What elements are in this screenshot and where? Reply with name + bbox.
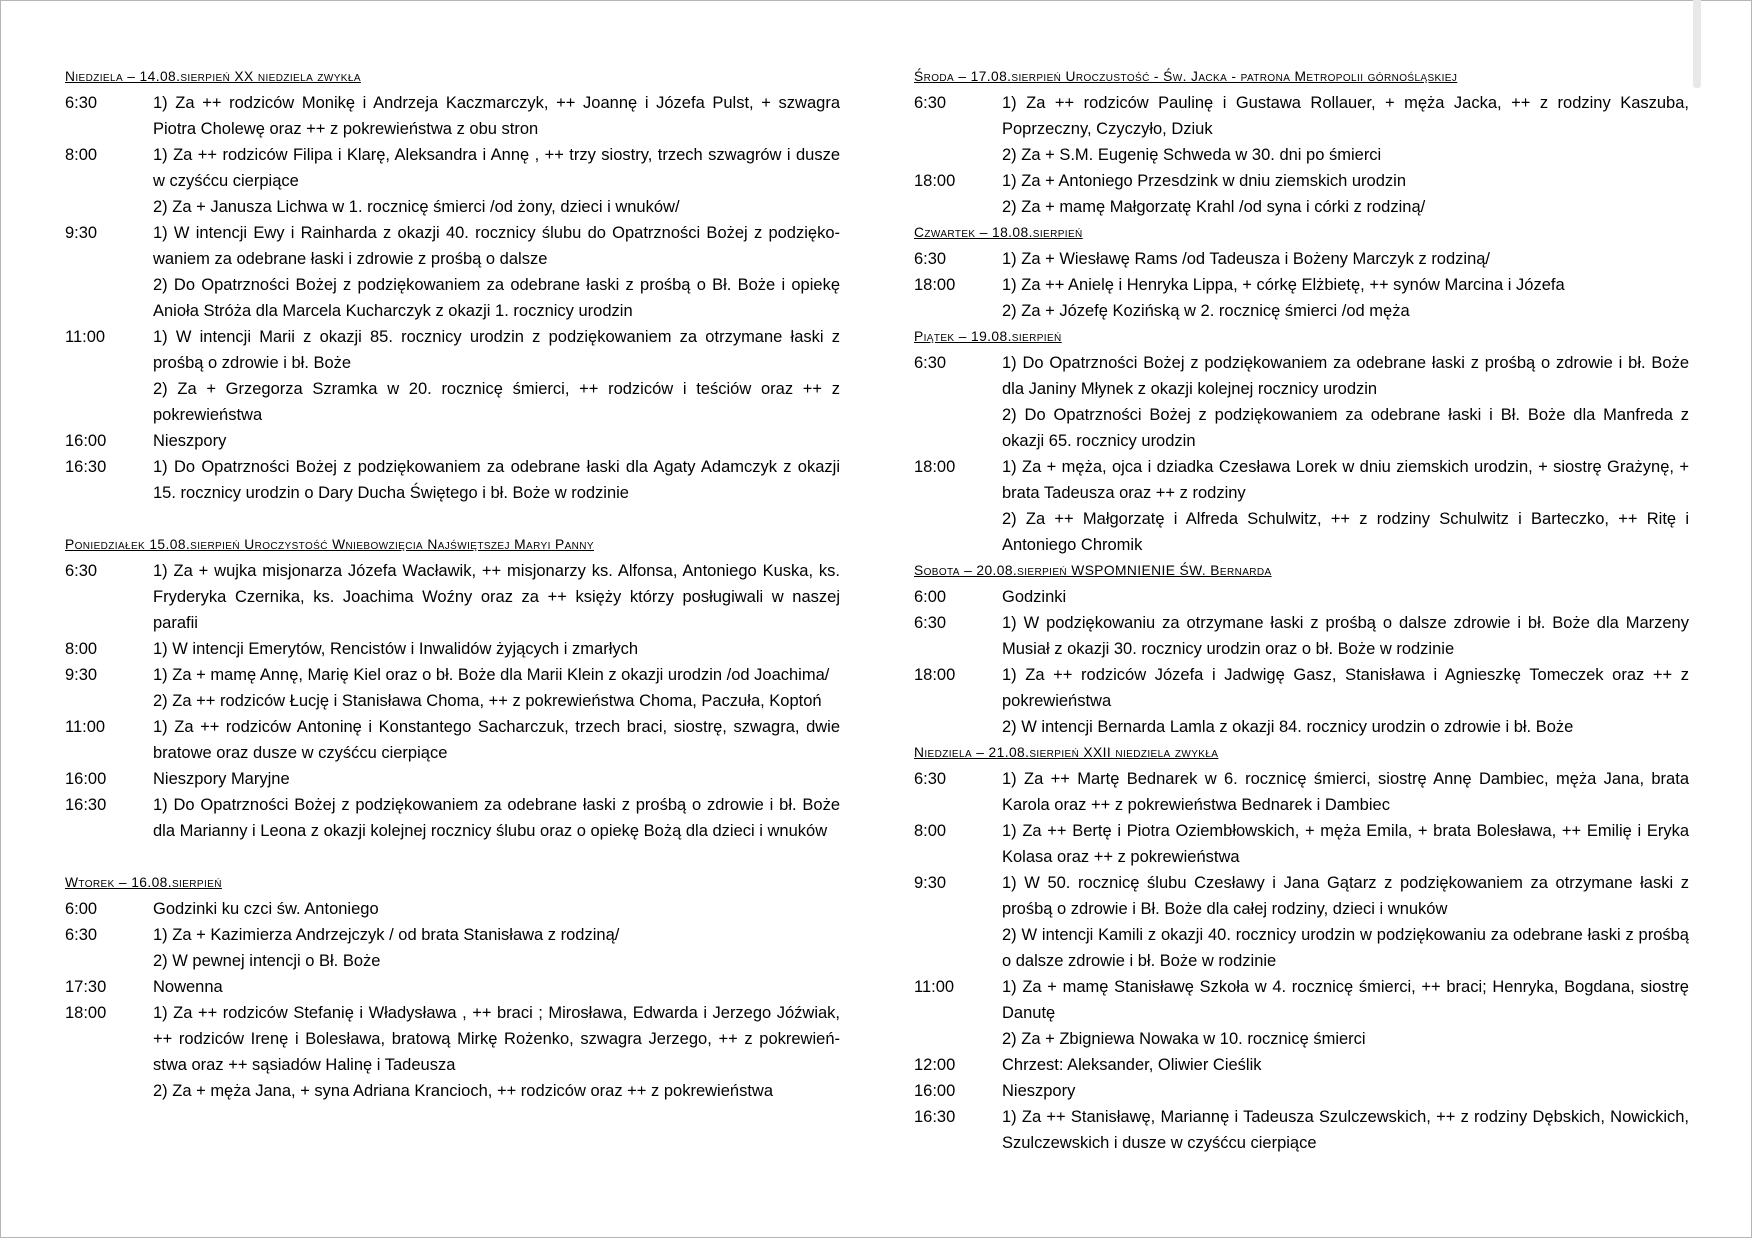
mass-slot	[65, 428, 840, 454]
intention-text: 1) W podziękowaniu za otrzymane łaski z prośbą o dalsze zdrowie i bł. Boże dla Marzeny Musiał z okazji 30. rocznicy urodzin oraz o bł. Boże w rodzinie	[1002, 614, 1689, 658]
day-heading: Poniedziałek 15.08.sierpień Uroczystość Wniebowzięcia Najświętszej Maryi Panny	[65, 537, 594, 552]
mass-time: 16:00	[65, 432, 107, 450]
intention-text: 1) Za ++ Stanisławę, Mariannę i Tadeusza Szulczewskich, ++ z rodziny Dębskich, Nowickich, Szulczewskich i dusze w czyśćcu cierpiące	[1002, 1108, 1689, 1152]
intention-list	[153, 1000, 840, 1104]
intention-text: 2) W intencji Bernarda Lamla z okazji 84. rocznicy urodzin o zdrowie i bł. Boże	[1002, 718, 1574, 736]
day-heading: Niedziela – 21.08.sierpień XXII niedziela zwykła	[914, 745, 1219, 760]
intention-list	[1002, 1078, 1689, 1104]
intention-text: 2) Za + Józefę Kozińską w 2. rocznicę śmierci /od męża	[1002, 302, 1410, 320]
day-section	[914, 558, 1689, 740]
mass-time: 6:30	[914, 614, 947, 632]
intention-list	[1002, 272, 1689, 324]
intention-list	[153, 220, 840, 324]
intention-text: 1) Za + Wiesławę Rams /od Tadeusza i Bożeny Marczyk z rodziną/	[1002, 250, 1491, 268]
mass-slot	[914, 1104, 1689, 1156]
intention-text: 1) Za + mamę Stanisławę Szkoła w 4. rocznicę śmierci, ++ braci; Henryka, Bogdana, siostrę Danutę	[1002, 978, 1689, 1022]
mass-slot	[65, 454, 840, 506]
intention-text: Godzinki	[1002, 588, 1067, 606]
mass-slot	[914, 974, 1689, 1052]
intention-text: 2) Do Opatrzności Bożej z podziękowaniem za odebrane łaski z prośbą o Bł. Boże i opiekę Anioła Stróża dla Marcela Kucharczyk z okazji 1. rocznicy urodzin	[153, 276, 840, 320]
scrollbar[interactable]	[1693, 0, 1701, 88]
mass-time: 9:30	[65, 224, 98, 242]
intention-list	[1002, 1104, 1689, 1156]
day-heading: Piątek – 19.08.sierpień	[914, 329, 1062, 344]
mass-slot	[914, 610, 1689, 662]
mass-time: 6:30	[914, 94, 947, 112]
intention-text: 1) Za + mamę Annę, Marię Kiel oraz o bł. Boże dla Marii Klein z okazji urodzin /od Joachima/	[153, 666, 830, 684]
intention-list	[1002, 90, 1689, 168]
intention-list	[1002, 1052, 1689, 1078]
mass-slot	[914, 584, 1689, 610]
mass-time: 6:30	[914, 354, 947, 372]
intention-list	[1002, 974, 1689, 1052]
mass-time: 18:00	[914, 666, 956, 684]
intention-text: 1) Za ++ rodziców Filipa i Klarę, Aleksandra i Annę , ++ trzy siostry, trzech szwagrów i dusze w czyśćcu cierpiące	[153, 146, 840, 190]
day-heading: Wtorek – 16.08.sierpień	[65, 875, 222, 890]
intention-text: 1) Do Opatrzności Bożej z podziękowaniem za odebrane łaski dla Agaty Adamczyk z okazji 15. rocznicy urodzin o Dary Ducha Świętego i bł. Boże w rodzinie	[153, 458, 840, 502]
mass-slot	[65, 220, 840, 324]
intention-list	[153, 714, 840, 766]
intention-list	[1002, 870, 1689, 974]
mass-time: 11:00	[914, 978, 955, 996]
intention-list	[153, 766, 840, 792]
intention-list	[153, 142, 840, 220]
intention-text: 2) Za + męża Jana, + syna Adriana Krancioch, ++ rodziców oraz ++ z pokrewieństwa	[153, 1082, 773, 1100]
mass-slot	[65, 896, 840, 922]
intention-text: 1) Za ++ Bertę i Piotra Oziembłowskich, + męża Emila, + brata Bolesława, ++ Emilię i Eryka Kolasa oraz ++ z pokrewieństwa	[1002, 822, 1689, 866]
mass-slot	[65, 324, 840, 428]
mass-slot	[914, 90, 1689, 168]
intention-list	[1002, 454, 1689, 558]
mass-slot	[914, 246, 1689, 272]
mass-time: 16:30	[65, 796, 107, 814]
mass-time: 6:00	[914, 588, 947, 606]
intention-list	[1002, 818, 1689, 870]
mass-time: 6:30	[65, 562, 98, 580]
day-heading: Czwartek – 18.08.sierpień	[914, 225, 1083, 240]
mass-time: 16:00	[914, 1082, 956, 1100]
mass-slot	[914, 272, 1689, 324]
intention-text: 2) Za ++ Małgorzatę i Alfreda Schulwitz, ++ z rodziny Schulwitz i Barteczko, ++ Ritę i Antoniego Chromik	[1002, 510, 1689, 554]
intention-text: 1) Za ++ Anielę i Henryka Lippa, + córkę Elżbietę, ++ synów Marcina i Józefa	[1002, 276, 1565, 294]
intention-text: 1) Za + wujka misjonarza Józefa Wacławik, ++ misjonarzy ks. Alfonsa, Antoniego Kuska, ks. Fryderyka Czernika, ks. Joachima Woźny oraz za ++ księży którzy posługiwali w naszej parafii	[153, 562, 840, 632]
intention-text: 2) Za + Janusza Lichwa w 1. rocznicę śmierci /od żony, dzieci i wnuków/	[153, 198, 680, 216]
intention-text: 2) Za + S.M. Eugenię Schweda w 30. dni po śmierci	[1002, 146, 1382, 164]
intention-text: 1) Za + Kazimierza Andrzejczyk / od brata Stanisława z rodziną/	[153, 926, 620, 944]
day-heading: Niedziela – 14.08.sierpień XX niedziela zwykła	[65, 69, 361, 84]
intention-list	[153, 558, 840, 636]
mass-slot	[65, 792, 840, 844]
mass-slot	[65, 766, 840, 792]
intention-text: 1) Za + Antoniego Przesdzink w dniu ziemskich urodzin	[1002, 172, 1406, 190]
intention-text: 2) W intencji Kamili z okazji 40. rocznicy urodzin w podziękowaniu za odebrane łaski z prośbą o dalsze zdrowie i bł. Boże w rodzinie	[1002, 926, 1689, 970]
day-heading: Środa – 17.08.sierpień Uroczustość - Św. Jacka - patrona Metropolii górnośląskiej	[914, 69, 1458, 84]
intention-text: 2) Do Opatrzności Bożej z podziękowaniem za odebrane łaski i Bł. Boże dla Manfreda z okazji 65. rocznicy urodzin	[1002, 406, 1689, 450]
mass-time: 8:00	[914, 822, 947, 840]
mass-time: 16:30	[65, 458, 107, 476]
mass-time: 6:00	[65, 900, 98, 918]
mass-time: 18:00	[65, 1004, 107, 1022]
intention-list	[153, 922, 840, 974]
mass-time: 18:00	[914, 172, 956, 190]
intention-text: Nieszpory	[153, 432, 227, 450]
intention-text: 1) Do Opatrzności Bożej z podziękowaniem za odebrane łaski z prośbą o zdrowie i bł. Boże dla Janiny Młynek z okazji kolejnej rocznicy urodzin	[1002, 354, 1689, 398]
intention-list	[153, 636, 840, 662]
day-section	[65, 870, 840, 1104]
intention-text: 1) Za ++ rodziców Józefa i Jadwigę Gasz, Stanisława i Agnieszkę Tomeczek oraz ++ z pokrewieństwa	[1002, 666, 1689, 710]
intention-list	[1002, 168, 1689, 220]
intention-list	[1002, 766, 1689, 818]
intention-text: Godzinki ku czci św. Antoniego	[153, 900, 379, 918]
mass-slot	[65, 974, 840, 1000]
intention-text: 1) Za ++ rodziców Antoninę i Konstantego Sacharczuk, trzech braci, siostrę, szwagra, dwie bratowe oraz dusze w czyśćcu cierpiące	[153, 718, 840, 762]
mass-time: 11:00	[65, 718, 106, 736]
intention-text: 2) Za + Grzegorza Szramka w 20. rocznicę śmierci, ++ rodziców i teściów oraz ++ z pokrewieństwa	[153, 380, 840, 424]
mass-slot	[914, 766, 1689, 818]
intention-text: Nieszpory	[1002, 1082, 1076, 1100]
mass-time: 18:00	[914, 458, 956, 476]
day-heading: Sobota – 20.08.sierpień WSPOMNIENIE ŚW. Bernarda	[914, 563, 1272, 578]
intention-text: 2) Za + mamę Małgorzatę Krahl /od syna i córki z rodziną/	[1002, 198, 1426, 216]
day-section	[65, 64, 840, 506]
mass-slot	[65, 714, 840, 766]
mass-slot	[65, 922, 840, 974]
intention-text: 1) Do Opatrzności Bożej z podziękowaniem za odebrane łaski z prośbą o zdrowie i bł. Boże dla Marianny i Leona z okazji kolejnej rocznicy ślubu oraz o opiekę Bożą dla dzieci i wnuków	[153, 796, 840, 840]
intention-list	[153, 974, 840, 1000]
intention-list	[1002, 246, 1689, 272]
mass-slot	[914, 350, 1689, 454]
intention-text: Nieszpory Maryjne	[153, 770, 290, 788]
intention-list	[153, 90, 840, 142]
mass-slot	[914, 1078, 1689, 1104]
mass-slot	[914, 1052, 1689, 1078]
mass-time: 6:30	[65, 94, 98, 112]
intention-list	[153, 454, 840, 506]
day-section	[914, 324, 1689, 558]
mass-slot	[914, 870, 1689, 974]
intention-list	[153, 896, 840, 922]
intention-text: 1) Za ++ Martę Bednarek w 6. rocznicę śmierci, siostrę Annę Dambiec, męża Jana, brata Karola oraz ++ z pokrewieństwa Bednarek i Dambiec	[1002, 770, 1689, 814]
mass-time: 11:00	[65, 328, 106, 346]
intention-text: 2) Za + Zbigniewa Nowaka w 10. rocznicę śmierci	[1002, 1030, 1366, 1048]
intention-text: 2) W pewnej intencji o Bł. Boże	[153, 952, 381, 970]
mass-time: 9:30	[914, 874, 947, 892]
intention-list	[1002, 610, 1689, 662]
day-section	[914, 220, 1689, 324]
mass-time: 6:30	[65, 926, 98, 944]
mass-slot	[914, 662, 1689, 740]
mass-time: 16:30	[914, 1108, 956, 1126]
intention-list	[153, 792, 840, 844]
intention-list	[1002, 350, 1689, 454]
mass-slot	[65, 558, 840, 636]
mass-slot	[65, 1000, 840, 1104]
mass-slot	[65, 636, 840, 662]
intention-text: 1) Za ++ rodziców Stefanię i Władysława , ++ braci ; Mirosława, Edwarda i Jerzego Jóźwiak, ++ rodziców Irenę i Bolesława, bratową Mirkę Rożenko, szwagra Jerzego, ++ z pokrewień-stwa oraz ++ sąsiadów Halinę i Tadeusza	[153, 1004, 840, 1074]
schedule-column-left	[65, 64, 840, 1104]
intention-text: 1) W intencji Ewy i Rainharda z okazji 40. rocznicy ślubu do Opatrzności Bożej z podzięko-waniem za odebrane łaski i zdrowie z prośbą o dalsze	[153, 224, 840, 268]
intention-text: Nowenna	[153, 978, 223, 996]
mass-time: 8:00	[65, 146, 98, 164]
intention-list	[153, 324, 840, 428]
mass-time: 17:30	[65, 978, 107, 996]
mass-time: 18:00	[914, 276, 956, 294]
mass-time: 16:00	[65, 770, 107, 788]
intention-list	[1002, 584, 1689, 610]
mass-slot	[914, 818, 1689, 870]
mass-time: 6:30	[914, 250, 947, 268]
intention-list	[1002, 662, 1689, 740]
intention-text: 1) W 50. rocznicę ślubu Czesławy i Jana Gątarz z podziękowaniem za otrzymane łaski z prośbą o zdrowie i Bł. Boże dla całej rodziny, dzieci i wnuków	[1002, 874, 1689, 918]
mass-time: 12:00	[914, 1056, 956, 1074]
day-section	[914, 740, 1689, 1156]
day-section	[914, 64, 1689, 220]
mass-time: 6:30	[914, 770, 947, 788]
mass-slot	[65, 142, 840, 220]
intention-text: 1) W intencji Emerytów, Rencistów i Inwalidów żyjących i zmarłych	[153, 640, 639, 658]
mass-time: 9:30	[65, 666, 98, 684]
intention-list	[153, 428, 840, 454]
intention-list	[153, 662, 840, 714]
intention-text: 1) Za + męża, ojca i dziadka Czesława Lorek w dniu ziemskich urodzin, + siostrę Grażynę, + brata Tadeusza oraz ++ z rodziny	[1002, 458, 1689, 502]
mass-slot	[914, 454, 1689, 558]
schedule-column-right	[914, 64, 1689, 1156]
intention-text: Chrzest: Aleksander, Oliwier Cieślik	[1002, 1056, 1262, 1074]
mass-slot	[65, 90, 840, 142]
mass-slot	[914, 168, 1689, 220]
intention-text: 1) Za ++ rodziców Monikę i Andrzeja Kaczmarczyk, ++ Joannę i Józefa Pulst, + szwagra Piotra Cholewę oraz ++ z pokrewieństwa z obu stron	[153, 94, 840, 138]
intention-text: 2) Za ++ rodziców Łucję i Stanisława Choma, ++ z pokrewieństwa Choma, Paczuła, Koptoń	[153, 692, 822, 710]
mass-slot	[65, 662, 840, 714]
intention-text: 1) Za ++ rodziców Paulinę i Gustawa Rollauer, + męża Jacka, ++ z rodziny Kaszuba, Poprzeczny, Czyczyło, Dziuk	[1002, 94, 1689, 138]
day-section	[65, 532, 840, 844]
mass-time: 8:00	[65, 640, 98, 658]
intention-text: 1) W intencji Marii z okazji 85. rocznicy urodzin z podziękowaniem za otrzymane łaski z prośbą o zdrowie i bł. Boże	[153, 328, 840, 372]
